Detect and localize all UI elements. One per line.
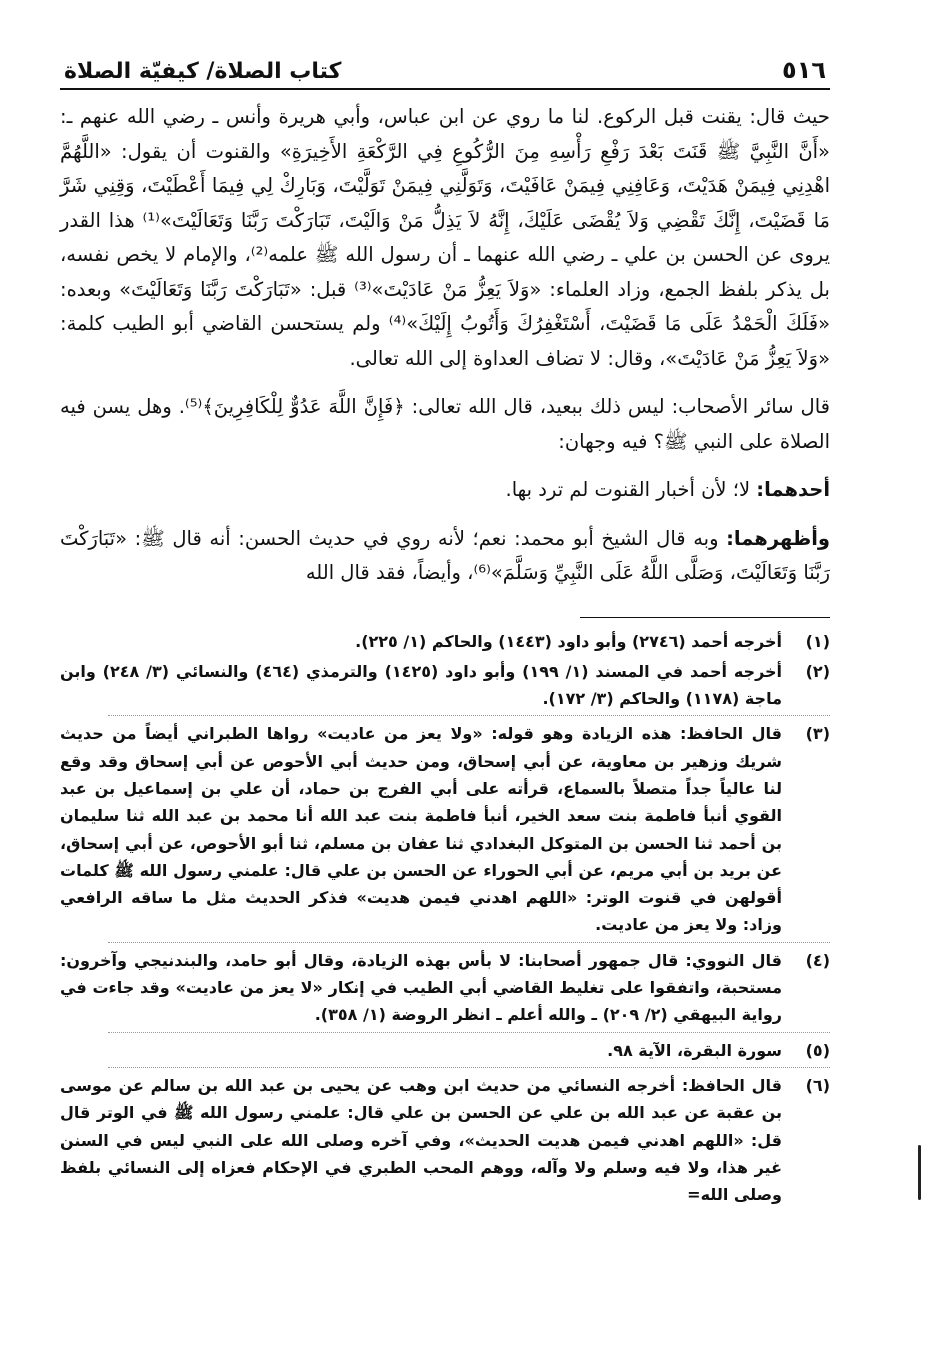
footnote <box>60 658 830 713</box>
footnote-divider <box>108 1032 830 1033</box>
footnote-separator <box>580 617 830 618</box>
footnote-text: قال الحافظ: أخرجه النسائي من حديث ابن وهب عن يحيى بن عبد الله بن سالم عن موسى بن عقبة عن عبد الله بن علي عن الحسن بن علي قال: علمني رسول الله ﷺ في الوتر قال قل: «اللهم اهدني فيمن هديت الحديث»، وفي آخره وصلى الله على النبي ليس في السنن غير هذا، ولا فيه وسلم ولا وآله، ووهم المحب الطبري في الإحكام فعزاه إلى النسائي بلفظ وصلى الله= <box>60 1075 782 1205</box>
paragraph <box>60 522 830 591</box>
paragraph <box>60 473 830 508</box>
footnote-divider <box>108 1067 830 1068</box>
paragraph <box>60 390 830 459</box>
running-title: كتاب الصلاة/ كيفيّة الصلاة <box>64 59 342 84</box>
paragraph-text: لا؛ لأن أخبار القنوت لم ترد بها. <box>505 478 751 501</box>
footnote-number: (٤) <box>805 950 830 970</box>
scan-margin-mark <box>918 1145 921 1200</box>
footnote-number: (٦) <box>805 1075 830 1095</box>
footnote <box>60 628 830 655</box>
footnote-number: (٢) <box>805 661 830 681</box>
footnote-text: أخرجه أحمد في المسند (١/ ١٩٩) وأبو داود (١٤٢٥) والترمذي (٤٦٤) والنسائي (٣/ ٢٤٨) وابن ماجة (١١٧٨) والحاكم (٣/ ١٧٢). <box>60 661 783 709</box>
footnote <box>60 1072 830 1208</box>
main-text <box>60 100 830 591</box>
paragraph-lead: أحدهما: <box>756 478 830 501</box>
paragraph-text: وبه قال الشيخ أبو محمد: نعم؛ لأنه روي في حديث الحسن: أنه قال ﷺ: «تَبَارَكْتَ رَبَّنَا وَتَعَالَيْتَ، وَصَلَّى اللَّهُ عَلَى النَّبِيِّ وَسَلَّمَ»⁽⁶⁾، وأيضاً، فقد قال الله <box>60 526 830 584</box>
paragraph-text: حيث قال: يقنت قبل الركوع. لنا ما روي عن ابن عباس، وأبي هريرة وأنس ـ رضي الله عنهم ـ: «أَنَّ النَّبِيَّ ﷺ قَنَتَ بَعْدَ رَفْعِ رَأْسِهِ مِنَ الرُّكُوعِ فِي الرَّكْعَةِ الأَخِيرَةِ» والقنوت أن يقول: «اللَّهُمَّ اهْدِنِي فِيمَنْ هَدَيْتَ، وَعَافِنِي فِيمَنْ عَافَيْتَ، وَتَوَلَّنِي فِيمَنْ تَوَلَّيْتَ، وَبَارِكْ لِي فِيمَا أَعْطَيْتَ، وَقِنِي شَرَّ مَا قَضَيْتَ، إِنَّكَ تَقْضِي وَلاَ يُقْضَى عَلَيْكَ، إِنَّهُ لاَ يَذِلُّ مَنْ وَالَيْتَ، تَبَارَكْتَ رَبَّنَا وَتَعَالَيْتَ»⁽¹⁾ هذا القدر يروى عن الحسن بن علي ـ رضي الله عنهما ـ أن رسول الله ﷺ علمه⁽²⁾، والإمام لا يخص نفسه، بل يذكر بلفظ الجمع، وزاد العلماء: «وَلاَ يَعِزُّ مَنْ عَادَيْتَ»⁽³⁾ قبل: «تَبَارَكْتَ رَبَّنَا وَتَعَالَيْتَ» وبعده: «فَلَكَ الْحَمْدُ عَلَى مَا قَضَيْتَ، أَسْتَغْفِرُكَ وَأَتُوبُ إِلَيْكَ»⁽⁴⁾ ولم يستحسن القاضي أبو الطيب كلمة: «وَلاَ يَعِزُّ مَنْ عَادَيْتَ»، وقال: لا تضاف العداوة إلى الله تعالى. <box>60 105 831 370</box>
paragraph-lead: وأظهرهما: <box>726 526 830 550</box>
footnote-number: (٥) <box>805 1040 830 1060</box>
footnote-divider <box>108 942 830 943</box>
footnote <box>60 720 830 938</box>
paragraph-text: قال سائر الأصحاب: ليس ذلك ببعيد، قال الله تعالى: ﴿فَإِنَّ اللَّهَ عَدُوٌّ لِلْكَافِرِينَ﴾⁽⁵⁾. وهل يسن فيه الصلاة على النبي ﷺ؟ فيه وجهان: <box>60 395 830 453</box>
footnote-divider <box>108 715 830 716</box>
footnote-text: قال النووي: قال جمهور أصحابنا: لا بأس بهذه الزيادة، وقال أبو حامد، والبندنيجي وآخرون: مستحبة، واتفقوا على تغليط القاضي أبي الطيب في إنكار «لا يعز من عاديت» وقد جاءت في رواية البيهقي (٢/ ٢٠٩) ـ والله أعلم ـ انظر الروضة (١/ ٣٥٨). <box>60 950 782 1025</box>
footnote <box>60 947 830 1029</box>
page-number: ٥١٦ <box>782 56 826 84</box>
footnotes <box>60 628 830 1209</box>
footnote-text: سورة البقرة، الآية ٩٨. <box>607 1040 782 1060</box>
footnote <box>60 1037 830 1064</box>
footnote-text: قال الحافظ: هذه الزيادة وهو قوله: «ولا يعز من عاديت» رواها الطبراني أيضاً من حديث شريك وزهير بن معاوية، عن أبي إسحاق، ومن حديث أبي الأحوص عن أبي إسحاق وقد وقع لنا عالياً جداً متصلاً بالسماع، قرأته على أبي الفرج بن حماد، أن علي بن إسماعيل بن عبد القوي أنبأ فاطمة بنت سعد الخير، أنبأ فاطمة بنت عبد الله أنا محمد بن عبد الله ثنا سليمان بن أحمد ثنا الحسن بن المتوكل البغدادي ثنا عفان بن مسلم، ثنا أبو الأحوص، عن أبي إسحاق، عن بريد بن أبي مريم، عن أبي الحوراء عن الحسن بن علي قال: علمني رسول الله ﷺ كلمات أقولهن في قنوت الوتر: «اللهم اهدني فيمن هديت» فذكر الحديث مثل ما ساقه الرافعي وزاد: ولا يعز من عاديت. <box>60 724 782 935</box>
book-page <box>60 40 830 1211</box>
footnote-text: أخرجه أحمد (٢٧٤٦) وأبو داود (١٤٤٣) والحاكم (١/ ٢٢٥). <box>355 631 782 651</box>
page-header <box>60 40 830 90</box>
paragraph <box>60 100 830 376</box>
footnote-number: (٣) <box>805 724 830 744</box>
footnote-number: (١) <box>805 631 830 651</box>
